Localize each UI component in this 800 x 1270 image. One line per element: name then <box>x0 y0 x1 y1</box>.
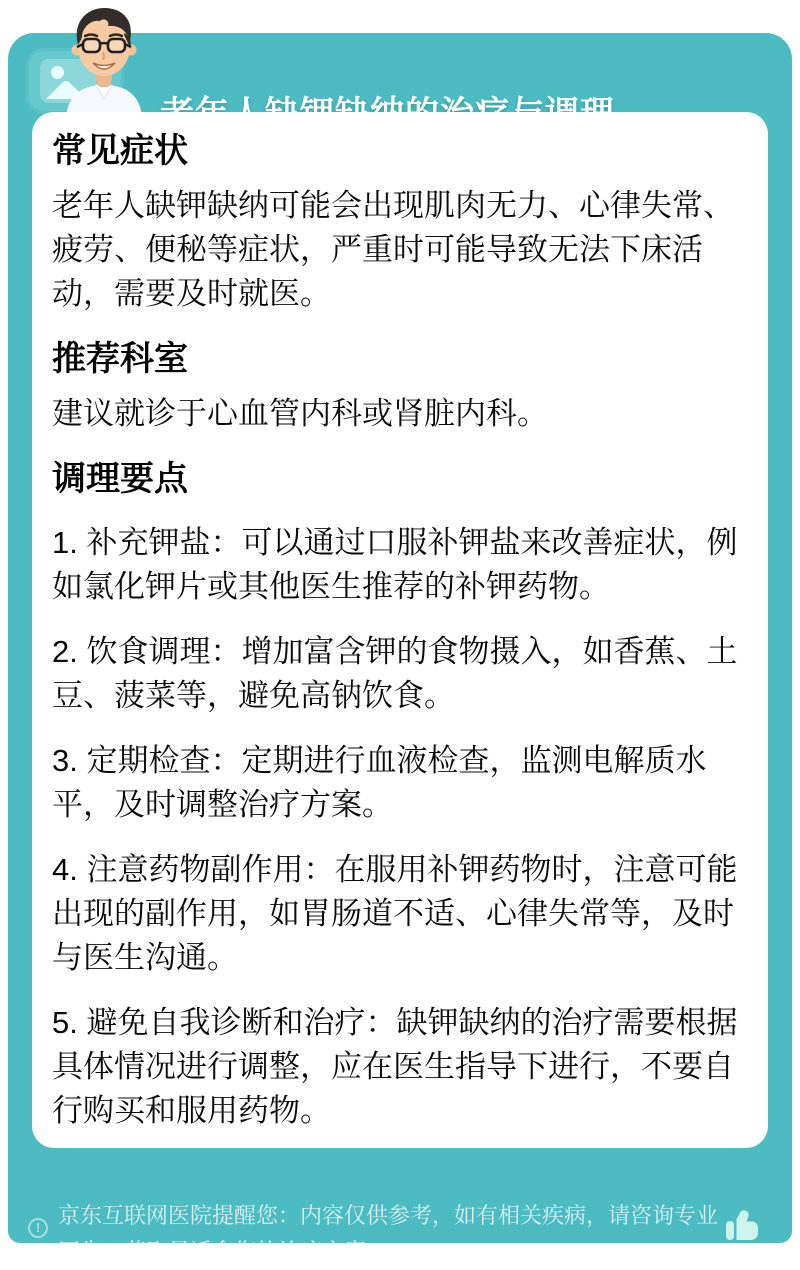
care-point-5: 5. 避免自我诊断和治疗：缺钾缺纳的治疗需要根据具体情况进行调整，应在医生指导下进行，不要自行购买和服用药物。 <box>52 1005 738 1128</box>
assistant-message-bubble <box>8 33 792 1264</box>
disclaimer-text: 京东互联网医院提醒您：内容仅供参考，如有相关疾病，请咨询专业医生，获取最适合您的治疗方案 <box>58 1203 719 1264</box>
answer-card <box>32 112 768 1148</box>
section-body-symptoms: 老年人缺钾缺纳可能会出现肌肉无力、心律失常、疲劳、便秘等症状，严重时可能导致无法下床活动，需要及时就医。 <box>52 188 734 311</box>
message-header <box>8 33 792 113</box>
care-point-2: 2. 饮食调理：增加富含钾的食物摄入，如香蕉、土豆、菠菜等，避免高钠饮食。 <box>52 634 738 713</box>
thumbs-up-icon[interactable] <box>724 1206 764 1246</box>
section-body-department: 建议就诊于心血管内科或肾脏内科。 <box>52 396 548 431</box>
care-point-3: 3. 定期检查：定期进行血液检查，监测电解质水平，及时调整治疗方案。 <box>52 743 707 822</box>
section-heading-symptoms: 常见症状 <box>52 132 188 170</box>
info-icon: ! <box>28 1218 48 1238</box>
section-heading-care-points: 调理要点 <box>52 460 188 498</box>
care-point-4: 4. 注意药物副作用：在服用补钾药物时，注意可能出现的副作用，如胃肠道不适、心律失常等，及时与医生沟通。 <box>52 852 738 975</box>
disclaimer-footer <box>8 1158 792 1264</box>
doctor-avatar <box>58 5 150 117</box>
care-point-1: 1. 补充钾盐：可以通过口服补钾盐来改善症状，例如氯化钾片或其他医生推荐的补钾药物。 <box>52 525 738 604</box>
section-heading-department: 推荐科室 <box>52 340 188 378</box>
